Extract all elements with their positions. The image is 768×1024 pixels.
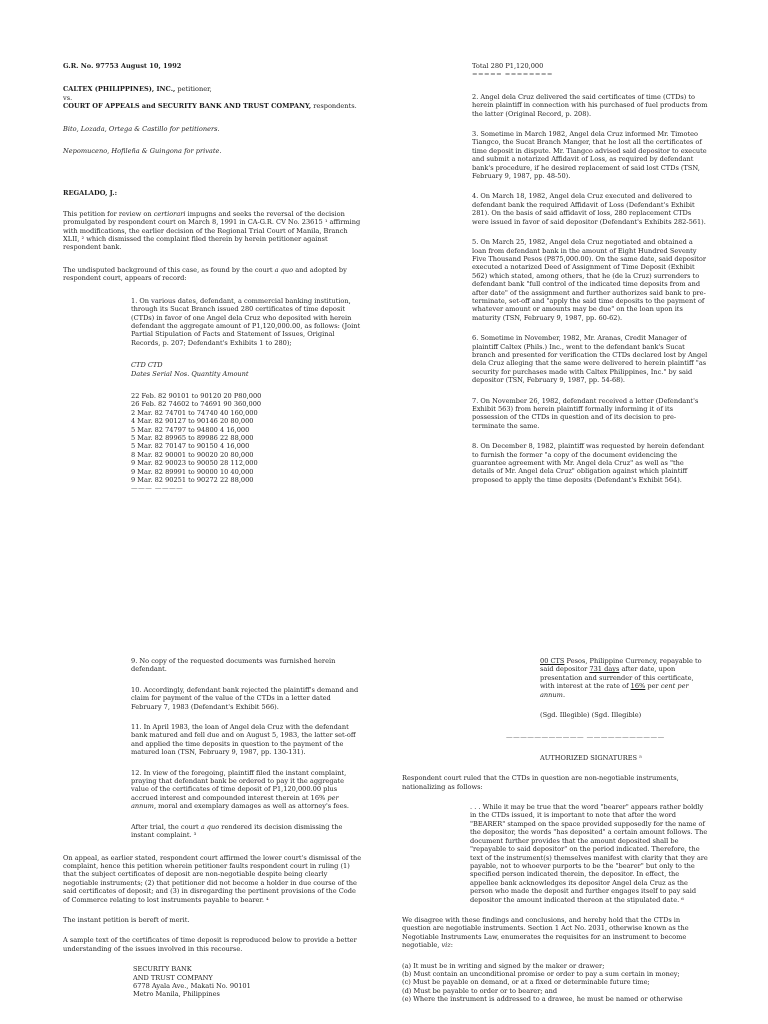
item-1: 1. On various dates, defendant, a commercial banking institution, through its Sucat Branch issued 280 certificates of time deposit (CTDs) in favor of one Angel dela Cruz who deposited with herein defendant the aggregate amount of P1,120,000.00, as follows: (Joint Partial Stipulation of Facts and Statement of Issues, Original Records, p. 207; Defendant's Exhibits 1 to 280); xyxy=(131,296,361,347)
after-trial xyxy=(131,823,363,840)
item-7: 7. On November 26, 1982, defendant received a letter (Defendant's Exhibit 563) from herein plaintiff formally informing it of its possession of the CTDs in question and of its decision to pre-terminate the same. xyxy=(472,396,699,430)
bottom-left-column xyxy=(63,657,363,999)
disagree-text-1: We disagree with these findings and conclusions, and hereby hold that the CTDs in question are negotiable instruments. Section 1 Act No. 2031, otherwise known as the Negotiable Instruments Law, enumerates the requisites for an instrument to become negotiable, xyxy=(402,915,689,950)
petitioner-name: CALTEX (PHILIPPINES), INC., xyxy=(63,85,176,94)
respondent-role: respondents. xyxy=(311,102,357,111)
list-item: (d) Must be payable to order or to bearer; and xyxy=(402,986,558,995)
certificate-text xyxy=(540,657,702,699)
disagree-paragraph xyxy=(402,916,708,950)
counsel-private: Nepomuceno, Hofileña & Guingona for private. xyxy=(63,147,222,156)
table-row: 5 Mar. 82 89965 to 89986 22 88,000 xyxy=(131,433,254,442)
items-9-12-block xyxy=(131,657,363,840)
table-row: 5 Mar. 82 74797 to 94800 4 16,000 xyxy=(131,425,250,434)
bank-line: SECURITY BANK xyxy=(133,965,192,974)
table-separator: ——— ———— xyxy=(131,484,184,493)
table-row: 5 Mar. 82 70147 to 90150 4 16,000 xyxy=(131,442,250,451)
case-number: G.R. No. 97753 August 10, 1992 xyxy=(63,62,182,70)
appeal-paragraph: On appeal, as earlier stated, respondent court affirmed the lower court's dismissal of the complaint, hence this petition wherein petitioner faults respondent court in ruling (1) that the subject certificates of deposit are non-negotiable despite being clearly negotiable instruments; (2) that petitioner did not become a holder in due course of the said certificates of deposit; and (3) in disregarding the pertinent provisions of the Code of Commerce relating to lost instruments payable to bearer. ⁴ xyxy=(63,853,362,904)
total-line: Total 280 P1,120,000 xyxy=(472,62,544,70)
signatures: (Sgd. Illegible) (Sgd. Illegible) xyxy=(540,711,642,720)
item-6: 6. Sometime in November, 1982, Mr. Aranas, Credit Manager of plaintiff Caltex (Phils.) Inc., went to the defendant bank's Sucat branch and presented for verification the CTDs declared lost by Angel dela Cruz alleging that the same were delivered to herein plaintiff "as security for purchases made with Caltex Philippines, Inc." by said depositor (TSN, February 9, 1987, pp. 54-68). xyxy=(472,334,708,385)
item-9: 9. No copy of the requested documents was furnished herein defendant. xyxy=(131,657,336,674)
respondent-name: COURT OF APPEALS and SECURITY BANK AND TRUST COMPANY, xyxy=(63,102,312,111)
intro-text-2: impugns and seeks the reversal of the decision promulgated by respondent court on March 8, 1991 in CA-G.R. CV No. 23615 ¹ affirming with modifications, the earlier decision of the Regional Trial Court of Manila, Branch XLII, ² which dismissed the complaint filed therein by herein petitioner against respondent bank. xyxy=(63,209,361,252)
requisites-list xyxy=(402,962,708,1004)
petitioner-role: petitioner, xyxy=(175,85,212,94)
certificate-text-1: Pesos, Philippine Currency, repayable to said depositor xyxy=(540,657,702,674)
top-right-column xyxy=(472,62,708,484)
table-row: 4 Mar. 82 90127 to 90146 20 80,000 xyxy=(131,417,254,426)
after-trial-text-2: rendered its decision dismissing the instant complaint. ³ xyxy=(131,822,343,840)
list-item: (b) Must contain an unconditional promise or order to pay a sum certain in money; xyxy=(402,969,680,978)
certificate-amount: 00 CTS xyxy=(540,657,565,665)
item-3: 3. Sometime in March 1982, Angel dela Cruz informed Mr. Timoteo Tiangco, the Sucat Branch Manger, that he lost all the certificates of time deposit in dispute. Mr. Tiangco advised said depositor to execute and submit a notarized Affidavit of Loss, as required by defendant bank's procedure, if he desired replacement of said lost CTDs (TSN, February 9, 1987, pp. 48-50). xyxy=(472,130,707,181)
item-10: 10. Accordingly, defendant bank rejected the plaintiff's demand and claim for payment of the value of the CTDs in a letter dated February 7, 1983 (Defendant's Exhibit 566). xyxy=(131,685,359,711)
bank-line: AND TRUST COMPANY xyxy=(133,973,213,982)
item-12-per-annum: per annum xyxy=(131,793,339,811)
vs-label: vs. xyxy=(63,93,73,102)
ruled-paragraph: Respondent court ruled that the CTDs in question are non-negotiable instruments, nationalizing as follows: xyxy=(402,774,679,791)
item-12-text-1: 12. In view of the foregoing, plaintiff filed the instant complaint, praying that defendant bank be ordered to pay it the aggregate value of the certificates of time deposit of P1,120,000.00 plus accrued interest and compounded interest therein at 16% xyxy=(131,768,347,802)
disagree-viz: viz xyxy=(441,941,451,950)
intro-certiorari: certiorari xyxy=(153,209,186,218)
authorized-signatures: AUTHORIZED SIGNATURES ⁵ xyxy=(540,753,642,762)
item-5: 5. On March 25, 1982, Angel dela Cruz negotiated and obtained a loan from defendant bank in the amount of Eight Hundred Seventy Five Thousand Pesos (P875,000.00). On the same date, said depositor executed a notarized Deed of Assignment of Time Deposit (Exhibit 562) which stated, among others, that he (de la Cruz) surrenders to defendant bank "full control of the indicated time deposits from and after date" of the assignment and further authorizes said bank to pre-terminate, set-off and "apply the said time deposits to the payment of whatever amount or amounts may be due" on the loan upon its maturity (TSN, February 9, 1987, pp. 60-62). xyxy=(472,238,706,322)
quote-paragraph: . . . While it may be true that the word "bearer" appears rather boldly in the CTDs issued, it is important to note that after the word "BEARER" stamped on the space provided supposedly for the name of the depositor, the words "has deposited" a certain amount follows. The document further provides that the amount deposited shall be "repayable to said depositor" on the period indicated. Therefore, the text of the instrument(s) themselves manifest with clarity that they are payable, not to whoever purports to be the "bearer" but only to the specified person indicated therein, the depositor. In effect, the appellee bank acknowledges its depositor Angel dela Cruz as the person who made the deposit and further engages itself to pay said depositor the amount indicated thereon at the stipulated date. ⁶ xyxy=(470,803,708,904)
bottom-right-column xyxy=(402,657,708,1004)
bank-line: Metro Manila, Philippines xyxy=(133,990,220,999)
intro-text-1: This petition for review on xyxy=(63,209,154,218)
counsel-petitioner: Bito, Lozada, Ortega & Castillo for petitioners. xyxy=(63,124,220,133)
list-item: (e) Where the instrument is addressed to a drawee, he must be named or otherwise xyxy=(402,995,683,1004)
certificate-rate: 16% xyxy=(630,682,646,691)
item-2: 2. Angel dela Cruz delivered the said certificates of time (CTDs) to herein plaintiff in connection with his purchased of fuel products from the latter (Original Record, p. 208). xyxy=(472,92,708,118)
bank-line: 6778 Ayala Ave., Makati No. 90101 xyxy=(133,981,251,990)
item-1-block xyxy=(131,297,363,493)
after-trial-text-1: After trial, the court xyxy=(131,822,201,831)
table-row: 9 Mar. 82 89991 to 90000 10 40,000 xyxy=(131,467,254,476)
petitioner-line xyxy=(63,85,363,93)
total-rule: ===== ======== xyxy=(472,70,553,79)
ponente: REGALADO, J.: xyxy=(63,189,118,198)
sample-paragraph: A sample text of the certificates of time deposit is reproduced below to provide a better understanding of the issues involved in this recourse. xyxy=(63,936,357,953)
signature-rule: ——————————— ——————————— xyxy=(506,733,665,742)
intro-paragraph xyxy=(63,210,363,252)
background-text-1: The undisputed background of this case, as found by the court xyxy=(63,265,275,274)
certificate-days: 731 days xyxy=(589,665,620,674)
table-row: 26 Feb. 82 74602 to 74691 90 360,000 xyxy=(131,400,262,409)
background-a-quo: a quo xyxy=(274,265,294,274)
item-12 xyxy=(131,769,363,811)
respondent-line xyxy=(63,102,363,110)
list-item: (c) Must be payable on demand, or at a fixed or determinable future time; xyxy=(402,978,650,987)
certificate-text-4: . xyxy=(562,690,566,699)
item-11: 11. In April 1983, the loan of Angel dela Cruz with the defendant bank matured and fell due and on August 5, 1983, the latter set-off and applied the time deposits in question to the payment of the matured loan (TSN, February 9, 1987, pp. 130-131). xyxy=(131,723,356,757)
table-row: 2 Mar. 82 74701 to 74740 40 160,000 xyxy=(131,408,258,417)
table-row: 9 Mar. 82 90023 to 90050 28 112,000 xyxy=(131,459,258,468)
top-left-column xyxy=(63,62,363,493)
disagree-text-2: : xyxy=(450,941,453,950)
merit-paragraph: The instant petition is bereft of merit. xyxy=(63,915,190,924)
background-paragraph xyxy=(63,266,363,283)
table-header-1: CTD CTD xyxy=(131,361,163,370)
certificate-text-3: per xyxy=(645,682,661,691)
item-4: 4. On March 18, 1982, Angel dela Cruz executed and delivered to defendant bank the required Affidavit of Loss (Defendant's Exhibit 281). On the basis of said affidavit of loss, 280 replacement CTDs were issued in favor of said depositor (Defendant's Exhibits 282-561). xyxy=(472,192,706,226)
ctd-table xyxy=(131,392,363,493)
bank-address xyxy=(133,965,363,999)
list-item: (a) It must be in writing and signed by the maker or drawer; xyxy=(402,961,605,970)
item-8: 8. On December 8, 1982, plaintiff was requested by herein defendant to furnish the former "a copy of the document evidencing the guarantee agreement with Mr. Angel dela Cruz" as well as "the details of Mr. Angel dela Cruz" obligation against which plaintiff proposed to apply the time deposits (Defendant's Exhibit 564). xyxy=(472,442,705,484)
certificate-text-2: after date, upon presentation and surrender of this certificate, with interest at the rate of xyxy=(540,665,694,691)
certificate-per-annum: cent per annum xyxy=(540,682,689,699)
background-text-2: and adopted by respondent court, appears of record: xyxy=(63,265,347,283)
table-row: 22 Feb. 82 90101 to 90120 20 P80,000 xyxy=(131,391,262,400)
item-12-text-2: , moral and exemplary damages as well as attorney's fees. xyxy=(153,802,350,811)
table-row: 9 Mar. 82 90251 to 90272 22 88,000 xyxy=(131,476,254,484)
table-header-2: Dates Serial Nos. Quantity Amount xyxy=(131,369,249,378)
after-trial-a-quo: a quo xyxy=(200,822,220,831)
table-row: 8 Mar. 82 90001 to 90020 20 80,000 xyxy=(131,450,254,459)
